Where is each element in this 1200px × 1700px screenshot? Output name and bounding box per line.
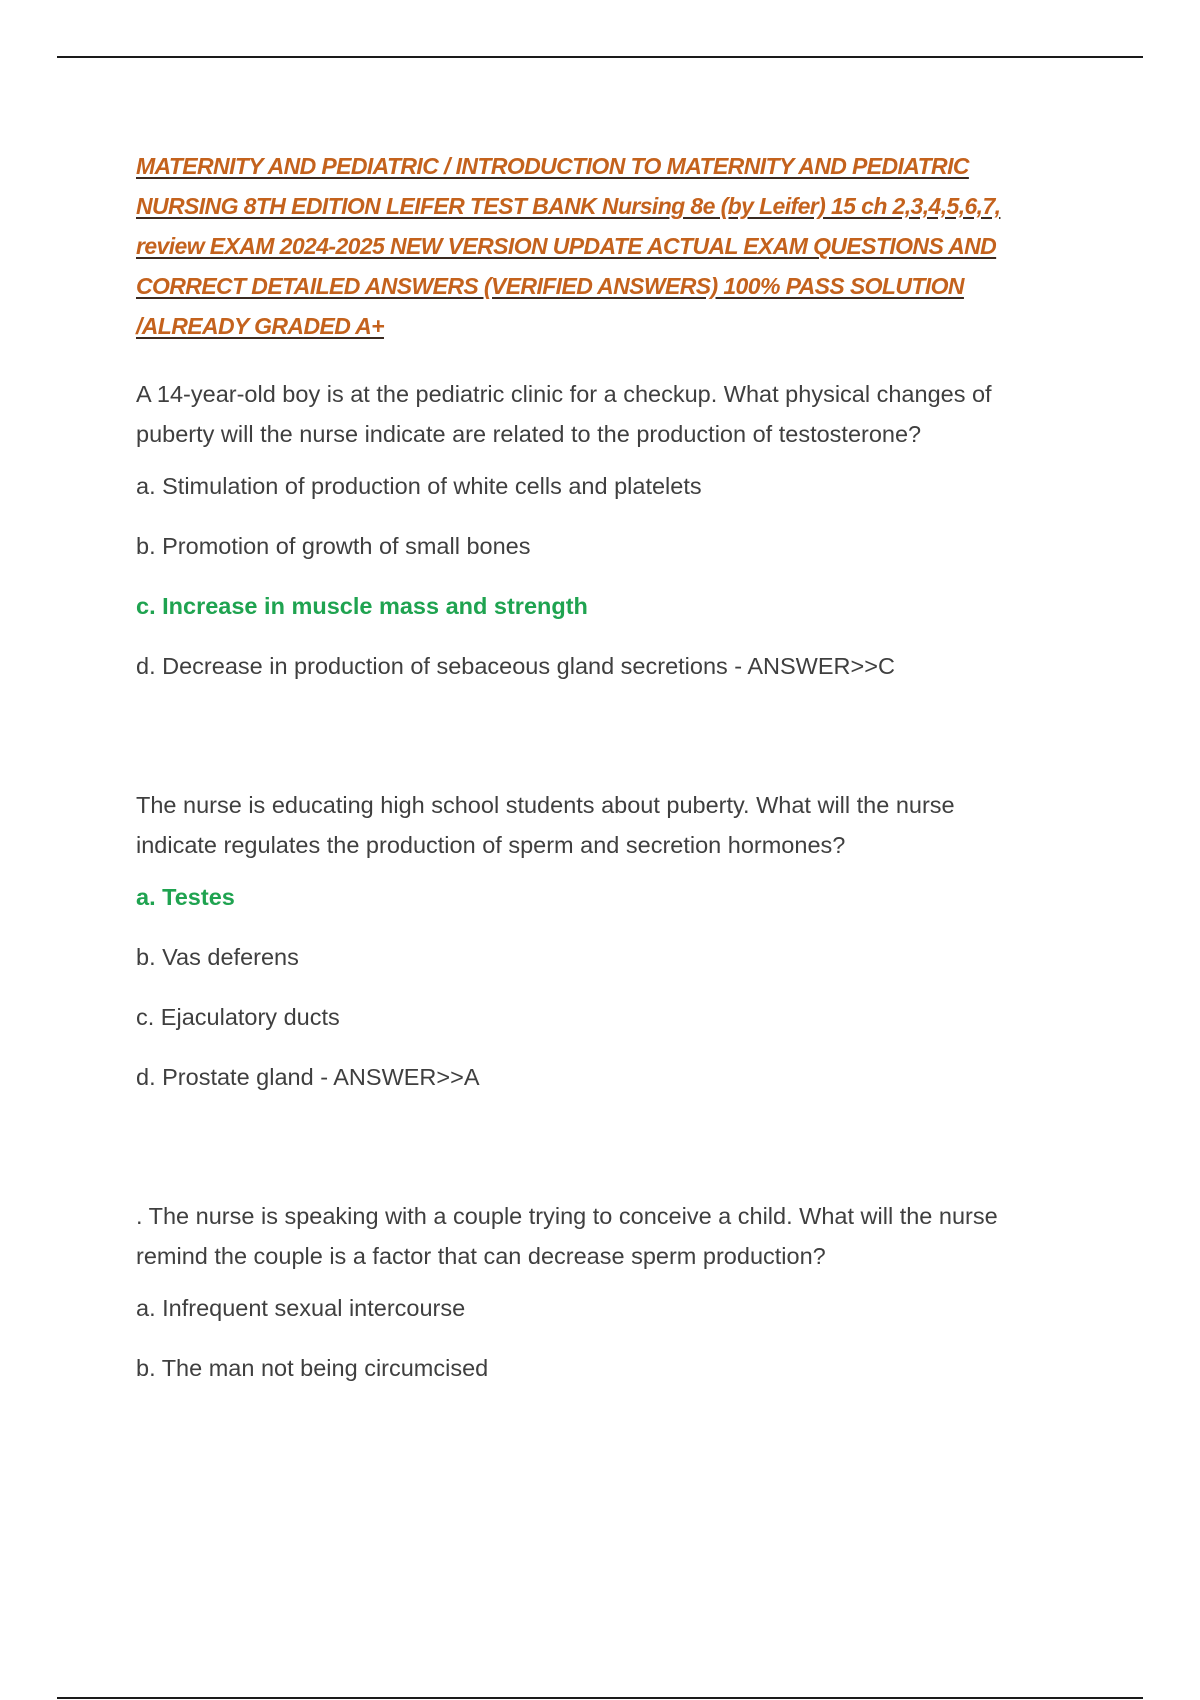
answer-option-c: c. Ejaculatory ducts <box>136 1004 340 1030</box>
document-title: MATERNITY AND PEDIATRIC / INTRODUCTION TO MATERNITY AND PEDIATRIC NURSING 8TH EDITION LEIFER TEST BANK Nursing 8e (by Leifer) 15 ch 2,3,4,5,6,7, review EXAM 2024-2025 NEW VERSION UPDATE ACTUAL EXAM QUESTIONS AND CORRECT DETAILED ANSWERS (VERIFIED ANSWERS) 100% PASS SOLUTION /ALREADY GRADED A+ <box>136 153 1001 339</box>
question-1 <box>136 374 1036 681</box>
answer-option-a: a. Stimulation of production of white cells and platelets <box>136 473 702 499</box>
answer-option-b: b. Vas deferens <box>136 944 299 970</box>
answer-option-d: d. Prostate gland - ANSWER>>A <box>136 1064 480 1090</box>
question-spacer <box>136 711 1036 785</box>
question-text: The nurse is educating high school students about puberty. What will the nurse indicate regulates the production of sperm and secretion hormones? <box>136 792 955 858</box>
answer-option-d: d. Decrease in production of sebaceous gland secretions - ANSWER>>C <box>136 653 895 679</box>
document-body <box>136 146 1036 1413</box>
answer-option-b: b. The man not being circumcised <box>136 1355 489 1381</box>
question-3 <box>136 1196 1036 1383</box>
answer-option-a: a. Infrequent sexual intercourse <box>136 1295 466 1321</box>
question-2 <box>136 785 1036 1092</box>
correct-answer-option-c: c. Increase in muscle mass and strength <box>136 593 588 619</box>
footer-rule <box>57 1697 1143 1699</box>
header-rule <box>57 56 1143 58</box>
answer-option-b: b. Promotion of growth of small bones <box>136 533 531 559</box>
question-text: . The nurse is speaking with a couple trying to conceive a child. What will the nurse remind the couple is a factor that can decrease sperm production? <box>136 1203 998 1269</box>
question-text: A 14-year-old boy is at the pediatric clinic for a checkup. What physical changes of puberty will the nurse indicate are related to the production of testosterone? <box>136 381 992 447</box>
correct-answer-option-a: a. Testes <box>136 884 235 910</box>
question-spacer <box>136 1122 1036 1196</box>
